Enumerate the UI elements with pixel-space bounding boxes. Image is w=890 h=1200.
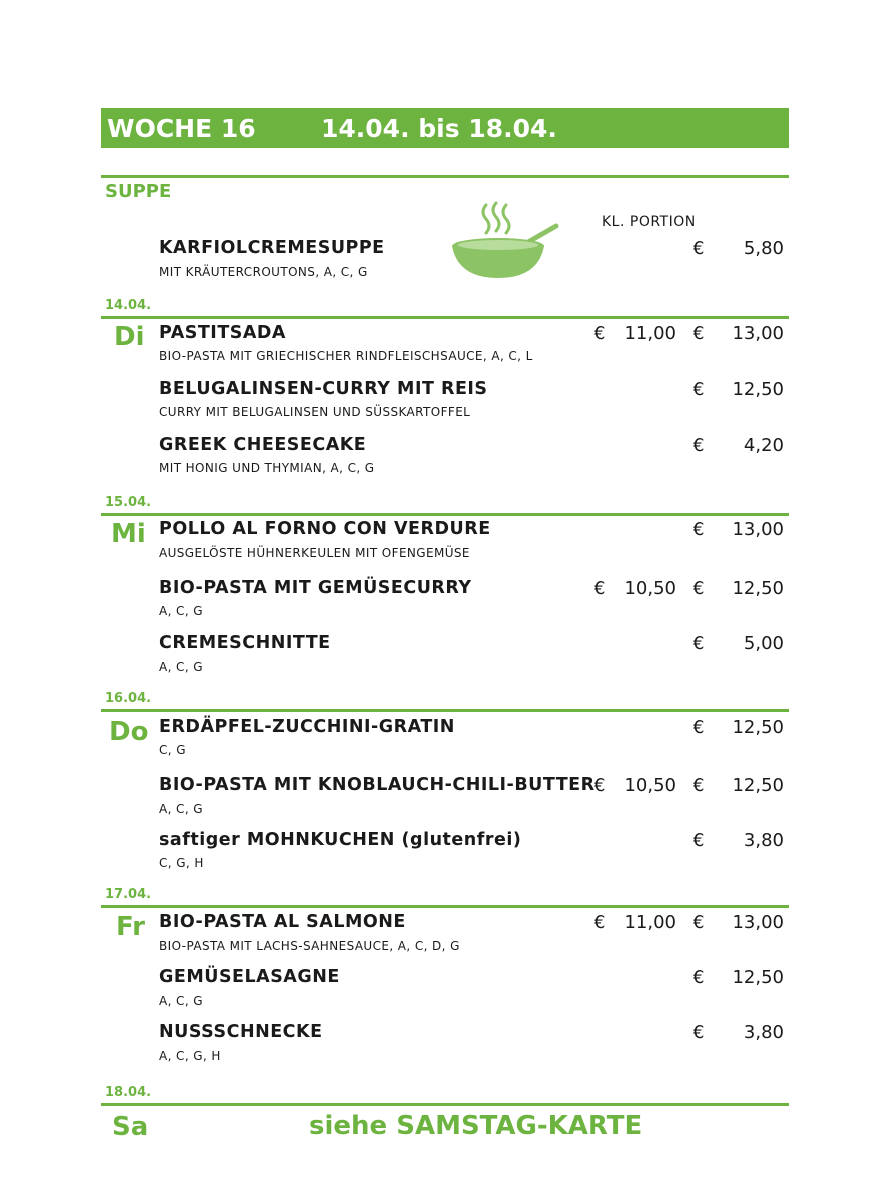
saturday-note: siehe SAMSTAG-KARTE: [309, 1111, 643, 1141]
price-large: 13,00: [732, 519, 784, 540]
date-label: 18.04.: [105, 1085, 152, 1100]
menu-item-desc: CURRY MIT BELUGALINSEN UND SÜSSKARTOFFEL: [159, 405, 471, 419]
currency: €: [594, 578, 606, 599]
price-large: 3,80: [743, 1022, 784, 1043]
day-label: Sa: [112, 1112, 149, 1142]
menu-item-desc: C, G, H: [159, 856, 204, 870]
divider: [101, 175, 789, 178]
menu-item-desc: C, G: [159, 743, 186, 757]
currency: €: [693, 238, 705, 259]
day-label: Di: [114, 322, 145, 352]
soup-desc: MIT KRÄUTERCROUTONS, A, C, G: [159, 265, 368, 279]
currency: €: [693, 379, 705, 400]
menu-item-desc: A, C, G: [159, 802, 203, 816]
day-label: Do: [109, 717, 149, 747]
currency: €: [693, 830, 705, 851]
day-label: Mi: [111, 519, 146, 549]
date-range: 14.04. bis 18.04.: [321, 114, 557, 143]
menu-item-name: NUSSSCHNECKE: [159, 1022, 323, 1042]
price-large: 5,00: [743, 633, 784, 654]
menu-item-name: saftiger MOHNKUCHEN (glutenfrei): [159, 830, 522, 850]
soup-bowl-icon: [448, 200, 563, 285]
currency: €: [693, 967, 705, 988]
date-label: 17.04.: [105, 887, 152, 902]
menu-item-name: ERDÄPFEL-ZUCCHINI-GRATIN: [159, 717, 455, 737]
currency: €: [693, 323, 705, 344]
currency: €: [693, 578, 705, 599]
price-large: 12,50: [732, 379, 784, 400]
menu-item-name: BIO-PASTA AL SALMONE: [159, 912, 406, 932]
price-small: 11,00: [624, 912, 676, 933]
currency: €: [693, 519, 705, 540]
currency: €: [693, 633, 705, 654]
divider: [101, 513, 789, 516]
divider: [101, 1103, 789, 1106]
menu-item-desc: AUSGELÖSTE HÜHNERKEULEN MIT OFENGEMÜSE: [159, 546, 470, 560]
menu-item-name: POLLO AL FORNO CON VERDURE: [159, 519, 491, 539]
date-label: 16.04.: [105, 691, 152, 706]
menu-item-desc: BIO-PASTA MIT LACHS-SAHNESAUCE, A, C, D, G: [159, 939, 460, 953]
currency: €: [594, 912, 606, 933]
menu-item-name: PASTITSADA: [159, 323, 286, 343]
price-large: 12,50: [732, 967, 784, 988]
currency: €: [594, 323, 606, 344]
price-large: 4,20: [743, 435, 784, 456]
currency: €: [693, 717, 705, 738]
currency: €: [693, 435, 705, 456]
menu-item-desc: A, C, G: [159, 994, 203, 1008]
currency: €: [693, 775, 705, 796]
date-label: 14.04.: [105, 298, 152, 313]
menu-item-name: CREMESCHNITTE: [159, 633, 331, 653]
currency: €: [693, 1022, 705, 1043]
menu-item-desc: MIT HONIG UND THYMIAN, A, C, G: [159, 461, 375, 475]
menu-item-desc: A, C, G, H: [159, 1049, 221, 1063]
divider: [101, 316, 789, 319]
portion-note: KL. PORTION: [602, 214, 696, 230]
week-label: WOCHE 16: [107, 114, 256, 143]
soup-name: KARFIOLCREMESUPPE: [159, 238, 385, 258]
currency: €: [693, 912, 705, 933]
menu-item-name: BELUGALINSEN-CURRY MIT REIS: [159, 379, 488, 399]
soup-price: 5,80: [743, 238, 784, 259]
price-large: 12,50: [732, 717, 784, 738]
price-small: 11,00: [624, 323, 676, 344]
day-label: Fr: [116, 912, 145, 942]
date-label: 15.04.: [105, 495, 152, 510]
price-large: 12,50: [732, 578, 784, 599]
menu-item-name: BIO-PASTA MIT GEMÜSECURRY: [159, 578, 472, 598]
menu-item-desc: BIO-PASTA MIT GRIECHISCHER RINDFLEISCHSAUCE, A, C, L: [159, 349, 533, 363]
divider: [101, 905, 789, 908]
price-large: 12,50: [732, 775, 784, 796]
currency: €: [594, 775, 606, 796]
price-small: 10,50: [624, 578, 676, 599]
week-banner: [101, 108, 789, 148]
menu-item-name: GREEK CHEESECAKE: [159, 435, 367, 455]
menu-item-name: BIO-PASTA MIT KNOBLAUCH-CHILI-BUTTER: [159, 775, 595, 795]
price-large: 13,00: [732, 912, 784, 933]
price-small: 10,50: [624, 775, 676, 796]
menu-item-desc: A, C, G: [159, 660, 203, 674]
divider: [101, 709, 789, 712]
menu-item-name: GEMÜSELASAGNE: [159, 967, 340, 987]
price-large: 13,00: [732, 323, 784, 344]
price-large: 3,80: [743, 830, 784, 851]
menu-item-desc: A, C, G: [159, 604, 203, 618]
section-label-suppe: SUPPE: [105, 181, 172, 202]
